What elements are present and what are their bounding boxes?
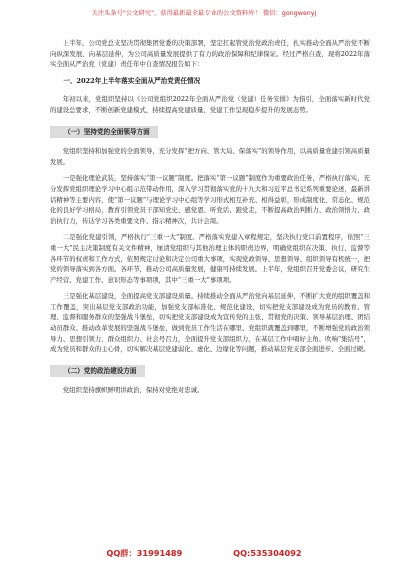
document-body	[50, 38, 370, 402]
section-paragraph: 年初以来，党组织坚持以《公司党组织2022年全面从严治党（党建）任务安排》为指引，全面落实新时代党的建设总要求，不断创新党建模式，持续提高党建质量、党建工作呈现稳步提升的发展态势。	[50, 95, 370, 114]
contact-footer	[0, 548, 408, 559]
subsection-heading: （一）坚持党的全面领导方面	[50, 126, 158, 139]
subsection-paragraph: 二是强化党建引领，严格执行“三重一大”制度。严格落实党建入章程规定，坚决执行党口前置程序，依照“三重一大”民主决策制度有关文件精神，厘清党组织与其他治理主体的职责边界，明确党组织在决策、执行、监督等各环节的权责和工作方式，依照规定讨论和决定公司重大事项，实现党政领导、思想领导、组织领导有机统一，把党的领导落实到各方面。各环节，推动公司高质量发展，健康可持续发展。上半年，党组织召开党委会议，研究生产经营、党建工作、意识形态等事项项，其中“三重一大”事项项。	[50, 233, 370, 284]
subsection-paragraph: 一是强化理论武装，坚持落实“第一议题”制度。把落实“第一议题”制度作为重要政治任务，严格执行落实，充分发挥党组织理论学习中心组示范带动作用，深入学习贯彻落实党的十九大和习近平总书记系列重要论述，最新讲话精神等主要内容，使“第一议题”与理论学习中心组等学习形式相互补充、相得益彰，形成制度化、常态化、规范化的良好学习格局，教育引领党员干部知党史、感党恩、听党话、跟党走，不断提高政治判断力、政治领悟力、政治执行力，传达学习各类重要文件、指示精神次，共计会周。	[50, 174, 370, 225]
promo-banner: 关注头条号"公文研究"，获得最新最全最专业的公文资料库！ 微信：gongwenyj	[91, 10, 317, 17]
subsection-paragraph: 三是强化基层建设，全面提高党支部建设质量。持续推动全面从严治党向基层延伸，不断扩大党的组织覆盖和工作覆盖，突出基层党支部政治功能，加强党支部标准化、规范化建设，切实把党支部建设成为党员的教育、管理、监督和服务群众的坚强战斗堡垒，切实把党支部建设成为宣传党的主张、贯彻党的决策、领导基层治理、团结动员群众、推动改革发展的坚强战斗堡垒，做到党员工作生活在哪里、党组织就覆盖到哪里，不断增强党的政治领导力、思想引领力、群众组织力、社会号召力，全面提升党支部组织力，在基层工作中唱好主角、吹响“集结号”，成为党员和群众的主心骨，切实解决基层党建弱化、虚化、边缘化等问题，推动基层党支部全面进步、全面过硬。	[50, 292, 370, 354]
qq-group-number: QQ群：31991489	[106, 548, 183, 558]
intro-paragraph: 上半年，公司党总支坚决贯彻集团党委的决策部署，坚定扛起管党治党政治责任，扎实推动全面从严治党不断向纵深发展、向基层延伸，为公司高质量发展提供了有力的政治保障和纪律保证。经过严格自查，现将2022年落实全面从严治党（党建）责任年中自查情况报告如下：	[50, 39, 370, 69]
subsection-heading: （二）党的政治建设方面	[50, 365, 145, 378]
subsection-paragraph: 党组织坚持和加强党的全面领导，充分发挥“把方向、管大局、保落实”的领导作用，以高质量党建引领高质量发展。	[50, 147, 370, 166]
qq-number: QQ:535304092	[233, 548, 302, 558]
subsection-paragraph: 党组织坚持旗帜鲜明讲政治，保持对党绝对忠诚。	[62, 386, 204, 395]
section-heading: 一、2022年上半年落实全面从严治党责任情况	[63, 76, 201, 85]
